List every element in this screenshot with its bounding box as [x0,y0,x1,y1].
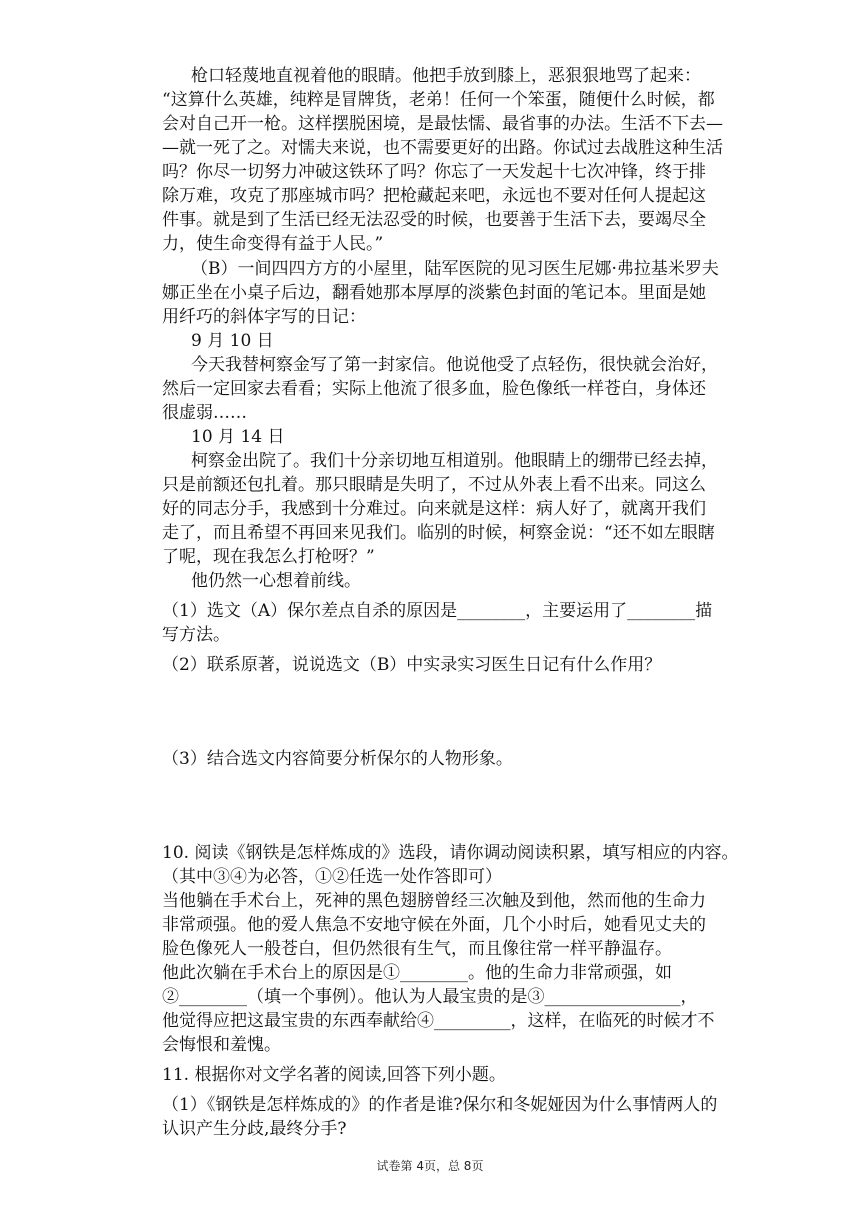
passage-a-line: —就一死了之。对懦夫来说，也不需要更好的出路。你试过去战胜这种生活 [162,138,723,158]
question-11-title: 11. 根据你对文学名著的阅读,回答下列小题。 [162,1065,506,1085]
passage-a-line: “这算什么英雄，纯粹是冒牌货，老弟！任何一个笨蛋，随便什么时候，都 [162,90,715,110]
passage-a-line: 力，使生命变得有益于人民。” [162,234,384,254]
question-10-text: 当他躺在手术台上，死神的黑色翅膀曾经三次触及到他，然而他的生命力 [162,891,706,911]
diary-line: 今天我替柯察金写了第一封家信。他说他受了点轻伤，很快就会治好， [191,355,718,375]
diary-date: 10 月 14 日 [191,427,285,447]
question-3: （3）结合选文内容简要分析保尔的人物形象。 [162,749,513,769]
diary-line: 只是前额还包扎着。那只眼睛是失明了，不过从外表上看不出来。同这么 [162,475,706,495]
passage-b-line: 娜正坐在小桌子后边，翻看她那本厚厚的淡紫色封面的笔记本。里面是她 [162,283,706,303]
question-11-1: （1）《钢铁是怎样炼成的》的作者是谁?保尔和冬妮娅因为什么事情两人的 [162,1095,718,1115]
diary-line: 很虚弱…… [162,403,247,423]
diary-line: 了呢，现在我怎么打枪呀？” [162,547,375,567]
diary-date: 9 月 10 日 [191,331,274,351]
diary-line: 然后一定回家去看看；实际上他流了很多血，脸色像纸一样苍白，身体还 [162,379,706,399]
question-10-blank: ②________（填一个事例）。他认为人最宝贵的是③________________， [162,987,698,1007]
diary-line: 好的同志分手，我感到十分难过。向来就是这样：病人好了，就离开我们 [162,499,706,519]
diary-line: 柯察金出院了。我们十分亲切地互相道别。他眼睛上的绷带已经去掉， [191,451,718,471]
question-10-blank: 他此次躺在手术台上的原因是①________。他的生命力非常顽强，如 [162,963,672,983]
question-10-note: （其中③④为必答，①②任选一处作答即可） [162,867,502,887]
question-10-title: 10. 阅读《钢铁是怎样炼成的》选段，请你调动阅读积累，填写相应的内容。 [162,843,739,863]
passage-a-line: 除万难，攻克了那座城市吗？把枪藏起来吧，永远也不要对任何人提起这 [162,186,706,206]
question-10-text: 非常顽强。他的爱人焦急不安地守候在外面，几个小时后，她看见丈夫的 [162,915,706,935]
passage-a-line: 枪口轻蔑地直视着他的眼睛。他把手放到膝上，恶狠狠地骂了起来： [191,66,701,86]
passage-a-line: 会对自己开一枪。这样摆脱困境，是最怯懦、最省事的办法。生活不下去— [162,114,723,134]
passage-b-line: （B）一间四四方方的小屋里，陆军医院的见习医生尼娜·弗拉基米罗夫 [191,259,719,279]
question-1-cont: 写方法。 [162,625,230,645]
question-2: （2）联系原著，说说选文（B）中实录实习医生日记有什么作用？ [162,655,662,675]
question-10-blank: 他觉得应把这最宝贵的东西奉献给④_________，这样，在临死的时候才不 [162,1011,715,1031]
question-10-text: 会悔恨和羞愧。 [162,1035,281,1055]
passage-a-line: 件事。就是到了生活已经无法忍受的时候，也要善于生活下去，要竭尽全 [162,210,706,230]
passage-b-line: 用纤巧的斜体字写的日记： [162,307,366,327]
question-1: （1）选文（A）保尔差点自杀的原因是________，主要运用了________描 [162,601,713,621]
closing-line: 他仍然一心想着前线。 [191,571,361,591]
question-10-text: 脸色像死人一般苍白，但仍然很有生气，而且像往常一样平静温存。 [162,939,672,959]
diary-line: 走了，而且希望不再回来见我们。临别的时候，柯察金说：“还不如左眼瞎 [162,523,715,543]
passage-a-line: 吗？你尽一切努力冲破这铁环了吗？你忘了一天发起十七次冲锋，终于排 [162,162,706,182]
question-11-1-cont: 认识产生分歧,最终分手? [162,1119,347,1139]
page-footer: 试卷第 4页，总 8页 [376,1159,484,1173]
